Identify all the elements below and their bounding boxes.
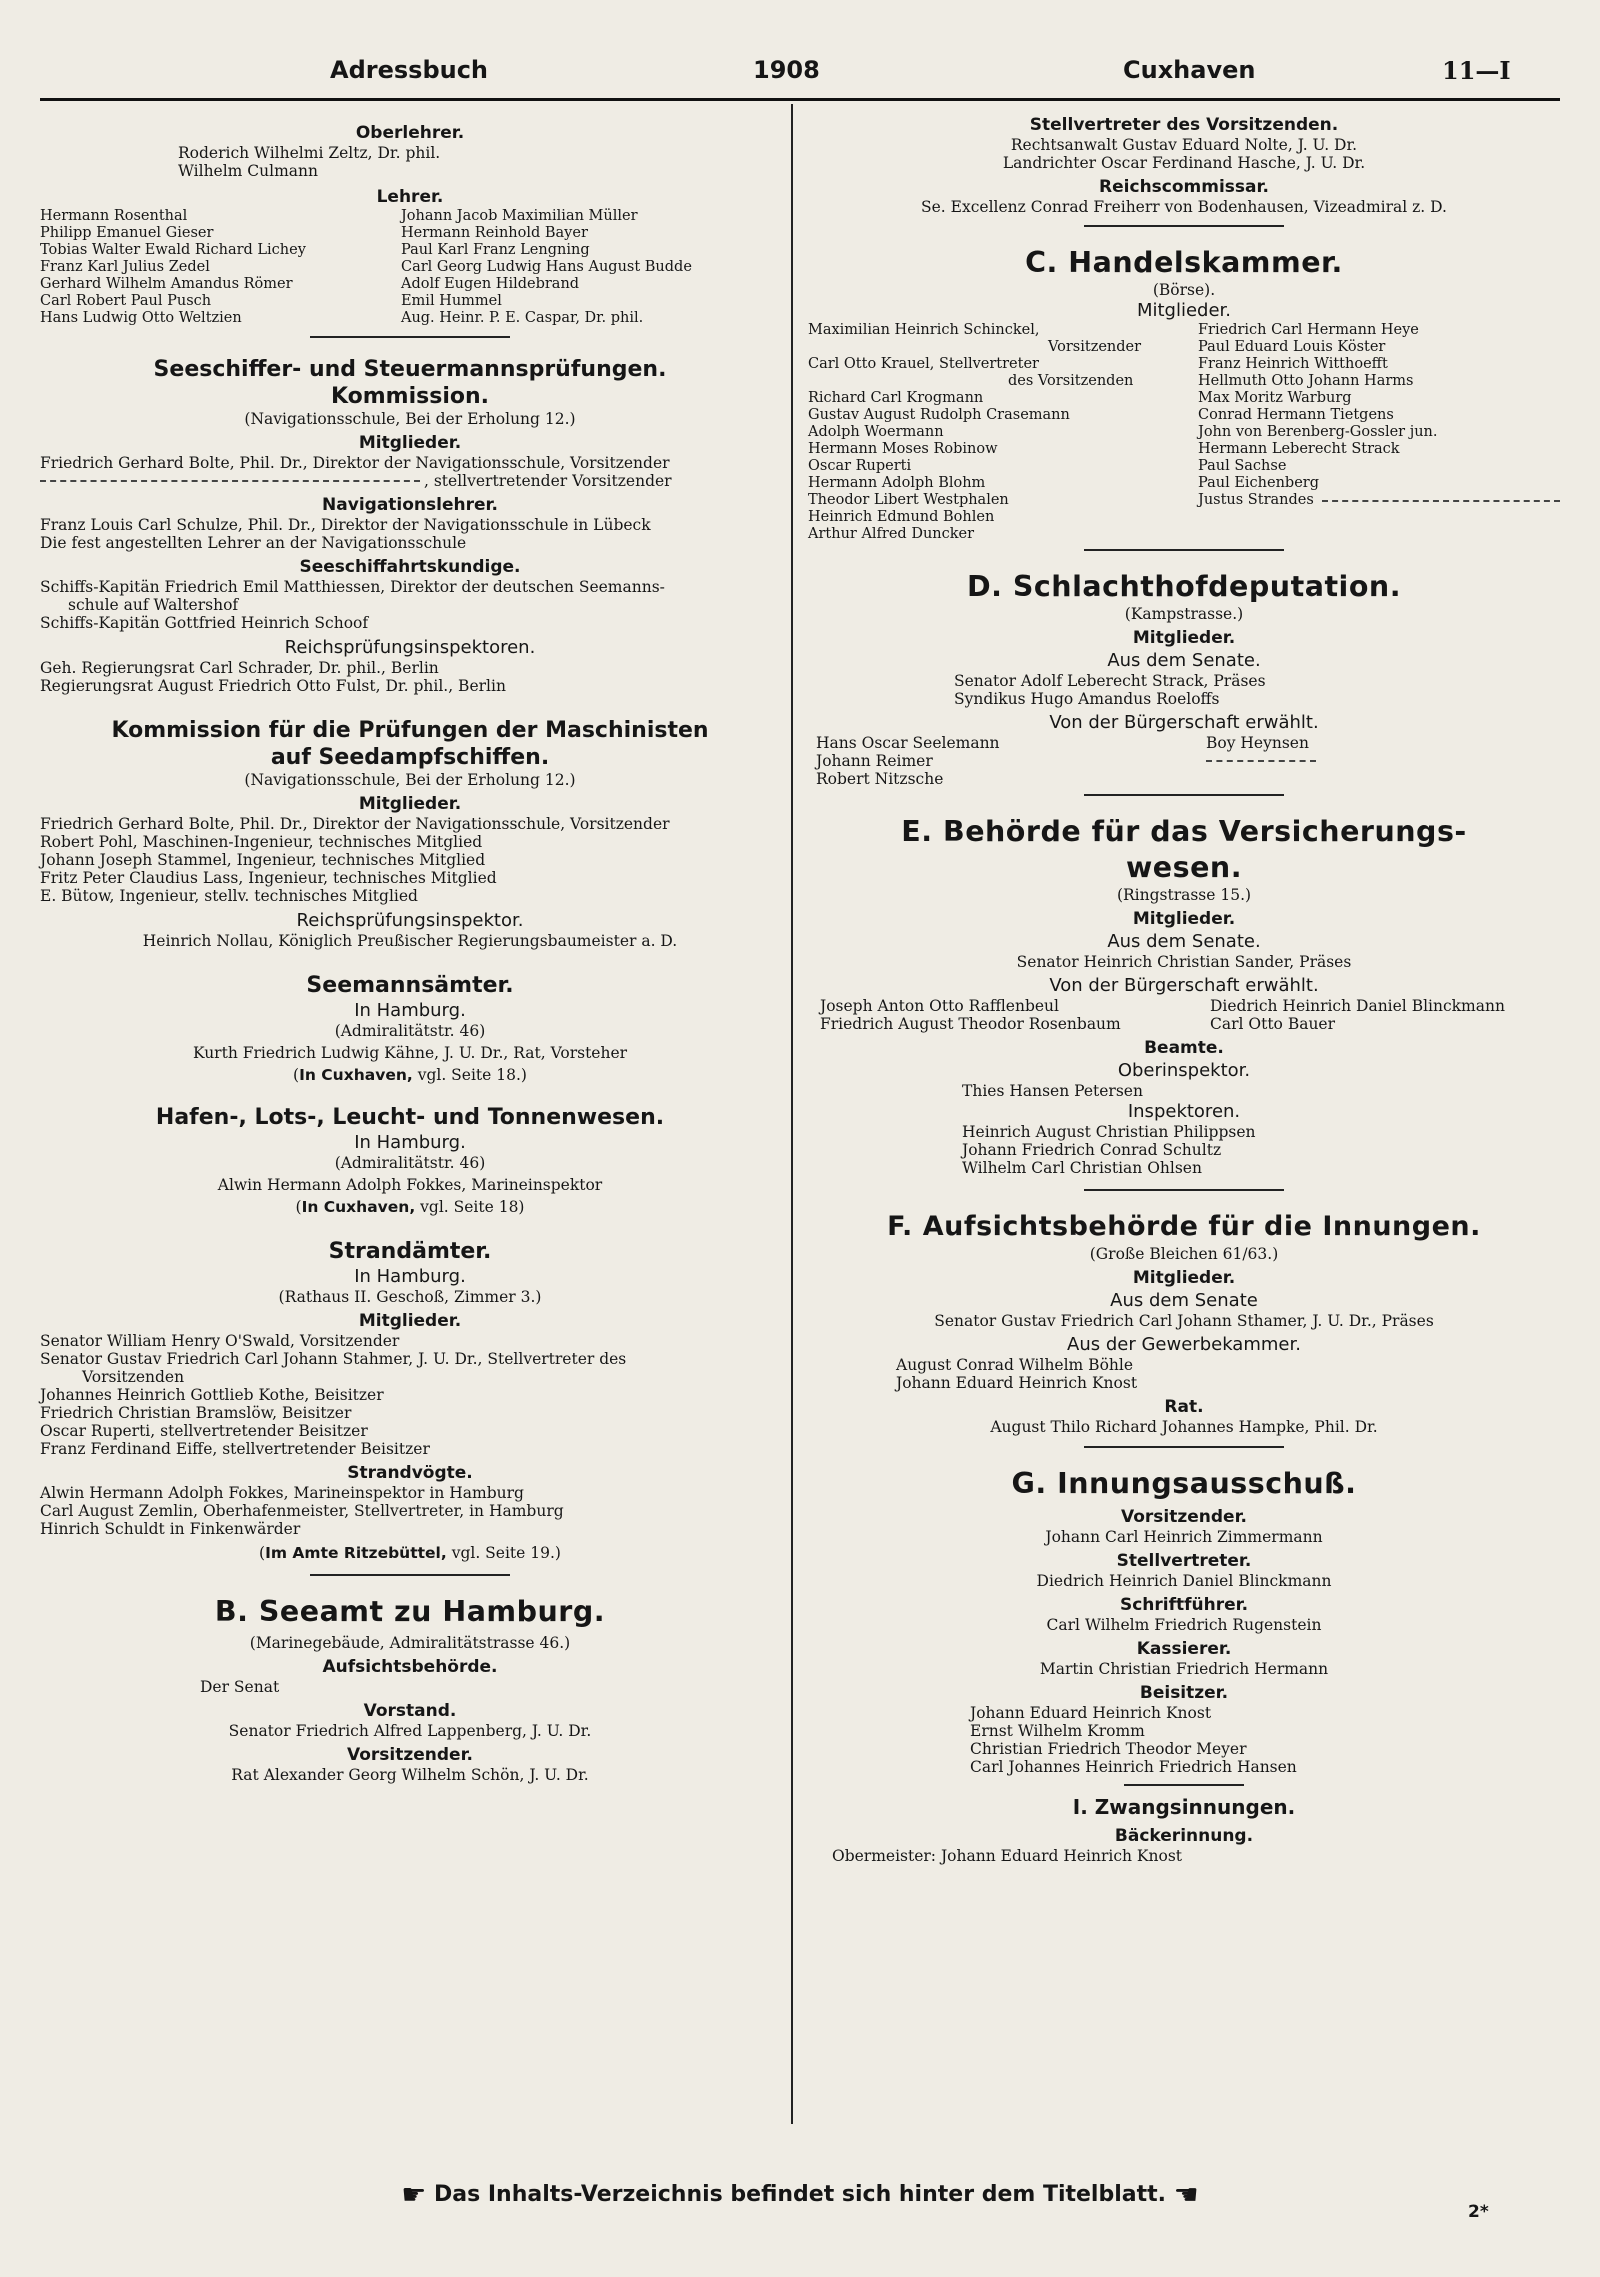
obermeister-name: Johann Eduard Heinrich Knost bbox=[940, 1847, 1183, 1865]
reference-text: vgl. Seite 18.) bbox=[417, 1066, 527, 1084]
blank-dash bbox=[40, 480, 420, 482]
running-header bbox=[40, 50, 1560, 101]
buerger-member: Diedrich Heinrich Daniel Blinckmann bbox=[1210, 997, 1505, 1015]
schlacht-address: (Kampstrasse.) bbox=[1124, 605, 1244, 623]
handelskammer-member: Franz Heinrich Witthoefft bbox=[1198, 356, 1388, 372]
vorstand-heading: Vorstand. bbox=[363, 1701, 457, 1721]
kassierer-line: Martin Christian Friedrich Hermann bbox=[1039, 1660, 1329, 1678]
handelskammer-member: Hellmuth Otto Johann Harms bbox=[1198, 373, 1414, 389]
strand-place: In Hamburg. bbox=[354, 1266, 466, 1287]
hafen-place: In Hamburg. bbox=[354, 1132, 466, 1153]
buerger-member: Hans Oscar Seelemann bbox=[816, 734, 1000, 752]
ausschuss-title: G. Innungsausschuß. bbox=[1011, 1467, 1357, 1500]
lehrer-name: Paul Karl Franz Lengning bbox=[400, 242, 590, 258]
header-page-number: 11—I bbox=[1442, 56, 1511, 85]
seeamt-address: (Marinegebäude, Admiralitätstrasse 46.) bbox=[249, 1634, 571, 1652]
inspektor-line: Regierungsrat August Friedrich Otto Fulst, Dr. phil., Berlin bbox=[40, 677, 506, 695]
pointing-hand-right-icon: ☛ bbox=[401, 2178, 427, 2211]
versicherung-title: E. Behörde für das Versicherungs- bbox=[901, 815, 1467, 848]
header-left: Adressbuch bbox=[330, 56, 489, 84]
buerger-member: Joseph Anton Otto Rafflenbeul bbox=[820, 997, 1060, 1015]
versicherung-mitglieder-heading: Mitglieder. bbox=[1132, 909, 1236, 929]
seeschiffer-member: , stellvertretender Vorsitzender bbox=[424, 472, 672, 490]
strand-member: Senator William Henry O'Swald, Vorsitzender bbox=[40, 1332, 400, 1350]
innungen-senat-heading: Aus dem Senate bbox=[1110, 1290, 1258, 1311]
hafen-title: Hafen-, Lots-, Leucht- und Tonnenwesen. bbox=[155, 1105, 665, 1130]
inspektor-line: Heinrich August Christian Philippsen bbox=[962, 1123, 1256, 1141]
inspektor-line: Wilhelm Carl Christian Ohlsen bbox=[962, 1159, 1202, 1177]
footer-text: Das Inhalts-Verzeichnis befindet sich hinter dem Titelblatt. bbox=[433, 2182, 1166, 2207]
seeschiffer-title: Seeschiffer- und Steuermannsprüfungen. bbox=[153, 357, 667, 382]
left-column bbox=[40, 108, 780, 1784]
buerger-member: Friedrich August Theodor Rosenbaum bbox=[820, 1015, 1121, 1033]
navlehrer-heading: Navigationslehrer. bbox=[322, 495, 498, 515]
maschinisten-mitglieder-heading: Mitglieder. bbox=[358, 794, 462, 814]
section-separator bbox=[1084, 549, 1284, 551]
ausschuss-stellvertreter-heading: Stellvertreter. bbox=[1116, 1551, 1252, 1571]
strand-reference: (Im Amte Ritzebüttel, vgl. Seite 19.) bbox=[259, 1544, 561, 1562]
blank-member-row bbox=[1206, 752, 1560, 770]
maschinisten-title: Kommission für die Prüfungen der Maschinisten bbox=[111, 718, 709, 743]
aufsicht-line: Der Senat bbox=[200, 1678, 280, 1696]
schriftfuehrer-heading: Schriftführer. bbox=[1119, 1595, 1249, 1615]
strandvogt-line: Carl August Zemlin, Oberhafenmeister, Stellvertreter, in Hamburg bbox=[40, 1502, 564, 1520]
maschinisten-member: Robert Pohl, Maschinen-Ingenieur, technisches Mitglied bbox=[40, 833, 483, 851]
stellvertreter-line: Landrichter Oscar Ferdinand Hasche, J. U. Dr. bbox=[1002, 154, 1366, 172]
reichscommissar-heading: Reichscommissar. bbox=[1099, 177, 1269, 197]
lehrer-name: Johann Jacob Maximilian Müller bbox=[400, 208, 638, 224]
versicherung-title-2: wesen. bbox=[1125, 851, 1243, 884]
buerger-member: Johann Reimer bbox=[816, 752, 933, 770]
handelskammer-member: Conrad Hermann Tietgens bbox=[1198, 407, 1394, 423]
lehrer-heading: Lehrer. bbox=[376, 187, 444, 207]
handelskammer-member: Paul Sachse bbox=[1198, 458, 1287, 474]
section-separator bbox=[1084, 225, 1284, 227]
reference-text: vgl. Seite 19.) bbox=[451, 1544, 561, 1562]
beisitzer-line: Ernst Wilhelm Kromm bbox=[970, 1722, 1145, 1740]
reichscommissar-line: Se. Excellenz Conrad Freiherr von Bodenhausen, Vizeadmiral z. D. bbox=[921, 198, 1447, 216]
handelskammer-member: Justus Strandes bbox=[1198, 492, 1314, 508]
schlacht-mitglieder-heading: Mitglieder. bbox=[1132, 628, 1236, 648]
reference-text: vgl. Seite 18) bbox=[420, 1198, 525, 1216]
oberlehrer-name: Wilhelm Culmann bbox=[178, 162, 319, 180]
strand-member: Friedrich Christian Bramslöw, Beisitzer bbox=[40, 1404, 352, 1422]
handelskammer-member: Hermann Leberecht Strack bbox=[1198, 441, 1400, 457]
seemannsaemter-place: In Hamburg. bbox=[354, 1000, 466, 1021]
schriftfuehrer-line: Carl Wilhelm Friedrich Rugenstein bbox=[1046, 1616, 1322, 1634]
seeamt-title: B. Seeamt zu Hamburg. bbox=[214, 1595, 606, 1628]
versicherung-buerger-list bbox=[808, 997, 1560, 1033]
strand-member: Johannes Heinrich Gottlieb Kothe, Beisitzer bbox=[40, 1386, 384, 1404]
lehrer-name: Hermann Rosenthal bbox=[40, 208, 188, 224]
navlehrer-line: Franz Louis Carl Schulze, Phil. Dr., Direktor der Navigationsschule in Lübeck bbox=[40, 516, 651, 534]
handelskammer-member: Paul Eduard Louis Köster bbox=[1198, 339, 1386, 355]
pointing-hand-left-icon: ☚ bbox=[1173, 2178, 1199, 2211]
handelskammer-mitglieder-heading: Mitglieder. bbox=[1136, 300, 1232, 321]
lehrer-name: Carl Georg Ludwig Hans August Budde bbox=[400, 259, 692, 275]
vorsitzender-heading: Vorsitzender. bbox=[346, 1745, 473, 1765]
inspektor-line: Heinrich Nollau, Königlich Preußischer Regierungsbaumeister a. D. bbox=[142, 932, 678, 950]
inspektoren-heading: Inspektoren. bbox=[1127, 1101, 1241, 1122]
baeckerinnung-heading: Bäckerinnung. bbox=[1114, 1826, 1254, 1846]
lehrer-name: Hans Ludwig Otto Weltzien bbox=[40, 310, 242, 326]
beisitzer-line: Johann Eduard Heinrich Knost bbox=[970, 1704, 1212, 1722]
hafen-line: Alwin Hermann Adolph Fokkes, Marineinspektor bbox=[217, 1176, 603, 1194]
gewerbekammer-line: Johann Eduard Heinrich Knost bbox=[896, 1374, 1138, 1392]
stellvertreter-line: Rechtsanwalt Gustav Eduard Nolte, J. U. Dr. bbox=[1010, 136, 1358, 154]
strandvoegte-heading: Strandvögte. bbox=[347, 1463, 473, 1483]
obermeister-line bbox=[808, 1847, 1560, 1865]
section-separator bbox=[1084, 1446, 1284, 1448]
handelskammer-member: Friedrich Carl Hermann Heye bbox=[1198, 322, 1419, 338]
lehrer-name: Philipp Emanuel Gieser bbox=[40, 225, 214, 241]
handelskammer-member: Oscar Ruperti bbox=[808, 458, 912, 474]
lehrer-name: Gerhard Wilhelm Amandus Römer bbox=[40, 276, 293, 292]
innungen-address: (Große Bleichen 61/63.) bbox=[1089, 1245, 1279, 1263]
beisitzer-heading: Beisitzer. bbox=[1139, 1683, 1229, 1703]
handelskammer-member: Paul Eichenberg bbox=[1198, 475, 1320, 491]
maschinisten-member: E. Bütow, Ingenieur, stellv. technisches Mitglied bbox=[40, 887, 418, 905]
rat-line: August Thilo Richard Johannes Hampke, Phil. Dr. bbox=[990, 1418, 1378, 1436]
column-divider bbox=[791, 104, 793, 2124]
strand-address: (Rathaus II. Geschoß, Zimmer 3.) bbox=[278, 1288, 542, 1306]
beisitzer-line: Carl Johannes Heinrich Friedrich Hansen bbox=[970, 1758, 1297, 1776]
kundige-line: Schiffs-Kapitän Friedrich Emil Matthiessen, Direktor der deutschen Seemanns- bbox=[40, 578, 665, 596]
seeschiffer-mitglieder-heading: Mitglieder. bbox=[358, 433, 462, 453]
schlacht-senat-line: Senator Adolf Leberecht Strack, Präses bbox=[954, 672, 1266, 690]
buerger-member: Carl Otto Bauer bbox=[1210, 1015, 1336, 1033]
section-separator bbox=[1084, 794, 1284, 796]
seeschiffer-title-2: Kommission. bbox=[330, 384, 490, 409]
seemannsaemter-reference: (In Cuxhaven, vgl. Seite 18.) bbox=[293, 1066, 527, 1084]
strand-member: Franz Ferdinand Eiffe, stellvertretender Beisitzer bbox=[40, 1440, 430, 1458]
obermeister-label: Obermeister: bbox=[832, 1847, 937, 1865]
lehrer-name: Carl Robert Paul Pusch bbox=[40, 293, 212, 309]
lehrer-name: Hermann Reinhold Bayer bbox=[400, 225, 588, 241]
vorstand-line: Senator Friedrich Alfred Lappenberg, J. U. Dr. bbox=[228, 1722, 592, 1740]
section-separator bbox=[1124, 1784, 1244, 1786]
reference-bold: Im Amte Ritzebüttel, bbox=[265, 1544, 447, 1562]
lehrer-name: Emil Hummel bbox=[400, 293, 502, 309]
seeschiffer-member: Friedrich Gerhard Bolte, Phil. Dr., Direktor der Navigationsschule, Vorsitzender bbox=[40, 454, 670, 472]
innungen-title: F. Aufsichtsbehörde für die Innungen. bbox=[887, 1211, 1481, 1242]
handelskammer-members bbox=[808, 322, 1560, 543]
reichspruefungsinspektoren-heading: Reichsprüfungsinspektoren. bbox=[284, 637, 536, 658]
handelskammer-member: Hermann Adolph Blohm bbox=[808, 475, 986, 491]
seemannsaemter-title: Seemannsämter. bbox=[306, 973, 514, 998]
strand-title: Strandämter. bbox=[328, 1239, 492, 1264]
header-year: 1908 bbox=[753, 56, 820, 84]
schlacht-senat-line: Syndikus Hugo Amandus Roeloffs bbox=[954, 690, 1220, 708]
seemannsaemter-line: Kurth Friedrich Ludwig Kähne, J. U. Dr., Rat, Vorsteher bbox=[192, 1044, 628, 1062]
schlacht-buerger-list bbox=[808, 734, 1560, 788]
vorsitzender-line: Rat Alexander Georg Wilhelm Schön, J. U. Dr. bbox=[231, 1766, 589, 1784]
handelskammer-sub: (Börse). bbox=[1152, 281, 1216, 299]
schlacht-title: D. Schlachthofdeputation. bbox=[966, 570, 1402, 603]
seemannsaemter-address: (Admiralitätstr. 46) bbox=[334, 1022, 486, 1040]
strand-member: Vorsitzenden bbox=[82, 1368, 185, 1386]
innungen-mitglieder-heading: Mitglieder. bbox=[1132, 1268, 1236, 1288]
maschinisten-member: Johann Joseph Stammel, Ingenieur, technisches Mitglied bbox=[40, 851, 486, 869]
strand-member: Senator Gustav Friedrich Carl Johann Stahmer, J. U. Dr., Stellvertreter des bbox=[40, 1350, 627, 1368]
ausschuss-vorsitzender-line: Johann Carl Heinrich Zimmermann bbox=[1045, 1528, 1323, 1546]
oberinspektor-heading: Oberinspektor. bbox=[1117, 1060, 1251, 1081]
header-city: Cuxhaven bbox=[1123, 56, 1256, 84]
gewerbekammer-heading: Aus der Gewerbekammer. bbox=[1067, 1334, 1301, 1355]
handelskammer-title: C. Handelskammer. bbox=[1025, 246, 1343, 279]
buerger-member: Boy Heynsen bbox=[1206, 734, 1309, 752]
schlacht-senat-heading: Aus dem Senate. bbox=[1107, 650, 1261, 671]
handelskammer-member: Max Moritz Warburg bbox=[1198, 390, 1352, 406]
strandvogt-line: Alwin Hermann Adolph Fokkes, Marineinspektor in Hamburg bbox=[40, 1484, 524, 1502]
handelskammer-member: Theodor Libert Westphalen bbox=[808, 492, 1009, 508]
strand-mitglieder-heading: Mitglieder. bbox=[358, 1311, 462, 1331]
oberlehrer-name: Roderich Wilhelmi Zeltz, Dr. phil. bbox=[178, 144, 441, 162]
maschinisten-address: (Navigationsschule, Bei der Erholung 12.) bbox=[244, 771, 576, 789]
oberlehrer-heading: Oberlehrer. bbox=[355, 123, 465, 143]
footer-notice bbox=[0, 2178, 1600, 2211]
maschinisten-title-2: auf Seedampfschiffen. bbox=[270, 745, 550, 770]
section-separator bbox=[1084, 1189, 1284, 1191]
lehrer-name: Franz Karl Julius Zedel bbox=[40, 259, 210, 275]
blank-dash bbox=[1322, 500, 1560, 502]
versicherung-address: (Ringstrasse 15.) bbox=[1116, 886, 1252, 904]
ausschuss-stellvertreter-line: Diedrich Heinrich Daniel Blinckmann bbox=[1036, 1572, 1332, 1590]
handelskammer-member: Arthur Alfred Duncker bbox=[808, 526, 975, 542]
seeschiffer-member-row bbox=[40, 472, 780, 490]
rat-heading: Rat. bbox=[1164, 1397, 1204, 1417]
versicherung-buerger-heading: Von der Bürgerschaft erwählt. bbox=[1049, 975, 1319, 996]
beamte-heading: Beamte. bbox=[1144, 1038, 1224, 1058]
kundige-line: schule auf Waltershof bbox=[68, 596, 239, 614]
handelskammer-member: Maximilian Heinrich Schinckel, bbox=[808, 322, 1040, 338]
handelskammer-member: Adolph Woermann bbox=[808, 424, 944, 440]
versicherung-senat-line: Senator Heinrich Christian Sander, Präses bbox=[1016, 953, 1352, 971]
kundige-line: Schiffs-Kapitän Gottfried Heinrich Schoof bbox=[40, 614, 369, 632]
versicherung-senat-heading: Aus dem Senate. bbox=[1107, 931, 1261, 952]
stellvertreter-heading: Stellvertreter des Vorsitzenden. bbox=[1029, 115, 1339, 135]
kundige-heading: Seeschiffahrtskundige. bbox=[299, 557, 521, 577]
buerger-member: Robert Nitzsche bbox=[816, 770, 944, 788]
aufsicht-heading: Aufsichtsbehörde. bbox=[322, 1657, 498, 1677]
seeschiffer-address: (Navigationsschule, Bei der Erholung 12.) bbox=[244, 410, 576, 428]
handelskammer-member: Vorsitzender bbox=[1048, 339, 1142, 355]
strand-member: Oscar Ruperti, stellvertretender Beisitzer bbox=[40, 1422, 368, 1440]
reichspruefungsinspektor-heading: Reichsprüfungsinspektor. bbox=[296, 910, 524, 931]
hafen-address: (Admiralitätstr. 46) bbox=[334, 1154, 486, 1172]
inspektor-line: Geh. Regierungsrat Carl Schrader, Dr. phil., Berlin bbox=[40, 659, 439, 677]
section-separator bbox=[310, 336, 510, 338]
handelskammer-member: Hermann Moses Robinow bbox=[808, 441, 998, 457]
oberinspektor-line: Thies Hansen Petersen bbox=[962, 1082, 1143, 1100]
maschinisten-member: Fritz Peter Claudius Lass, Ingenieur, technisches Mitglied bbox=[40, 869, 497, 887]
strandvogt-line: Hinrich Schuldt in Finkenwärder bbox=[40, 1520, 301, 1538]
blank-dash bbox=[1206, 760, 1316, 762]
handelskammer-member: Gustav August Rudolph Crasemann bbox=[808, 407, 1070, 423]
handelskammer-member-row bbox=[1198, 492, 1560, 509]
handelskammer-member: des Vorsitzenden bbox=[1008, 373, 1134, 389]
gewerbekammer-line: August Conrad Wilhelm Böhle bbox=[896, 1356, 1134, 1374]
lehrer-list bbox=[40, 208, 780, 327]
inspektor-line: Johann Friedrich Conrad Schultz bbox=[962, 1141, 1222, 1159]
lehrer-name: Adolf Eugen Hildebrand bbox=[400, 276, 580, 292]
reference-bold: In Cuxhaven, bbox=[301, 1198, 416, 1216]
right-column bbox=[808, 108, 1560, 1865]
handelskammer-member: Carl Otto Krauel, Stellvertreter bbox=[808, 356, 1039, 372]
handelskammer-member: John von Berenberg-Gossler jun. bbox=[1198, 424, 1438, 440]
schlacht-buerger-heading: Von der Bürgerschaft erwählt. bbox=[1049, 712, 1319, 733]
handelskammer-member: Heinrich Edmund Bohlen bbox=[808, 509, 995, 525]
reference-bold: In Cuxhaven, bbox=[299, 1066, 413, 1084]
innungen-senat-line: Senator Gustav Friedrich Carl Johann Sthamer, J. U. Dr., Präses bbox=[934, 1312, 1434, 1330]
kassierer-heading: Kassierer. bbox=[1136, 1639, 1232, 1659]
section-separator bbox=[310, 1574, 510, 1576]
zwangsinnungen-heading: I. Zwangsinnungen. bbox=[1072, 1795, 1296, 1819]
navlehrer-line: Die fest angestellten Lehrer an der Navigationsschule bbox=[40, 534, 467, 552]
maschinisten-member: Friedrich Gerhard Bolte, Phil. Dr., Direktor der Navigationsschule, Vorsitzender bbox=[40, 815, 670, 833]
beisitzer-line: Christian Friedrich Theodor Meyer bbox=[970, 1740, 1247, 1758]
signature-mark: 2* bbox=[1468, 2202, 1489, 2222]
handelskammer-member: Richard Carl Krogmann bbox=[808, 390, 984, 406]
lehrer-name: Tobias Walter Ewald Richard Lichey bbox=[40, 242, 306, 258]
lehrer-name: Aug. Heinr. P. E. Caspar, Dr. phil. bbox=[400, 310, 644, 326]
ausschuss-vorsitzender-heading: Vorsitzender. bbox=[1120, 1507, 1247, 1527]
hafen-reference: (In Cuxhaven, vgl. Seite 18) bbox=[295, 1198, 525, 1216]
